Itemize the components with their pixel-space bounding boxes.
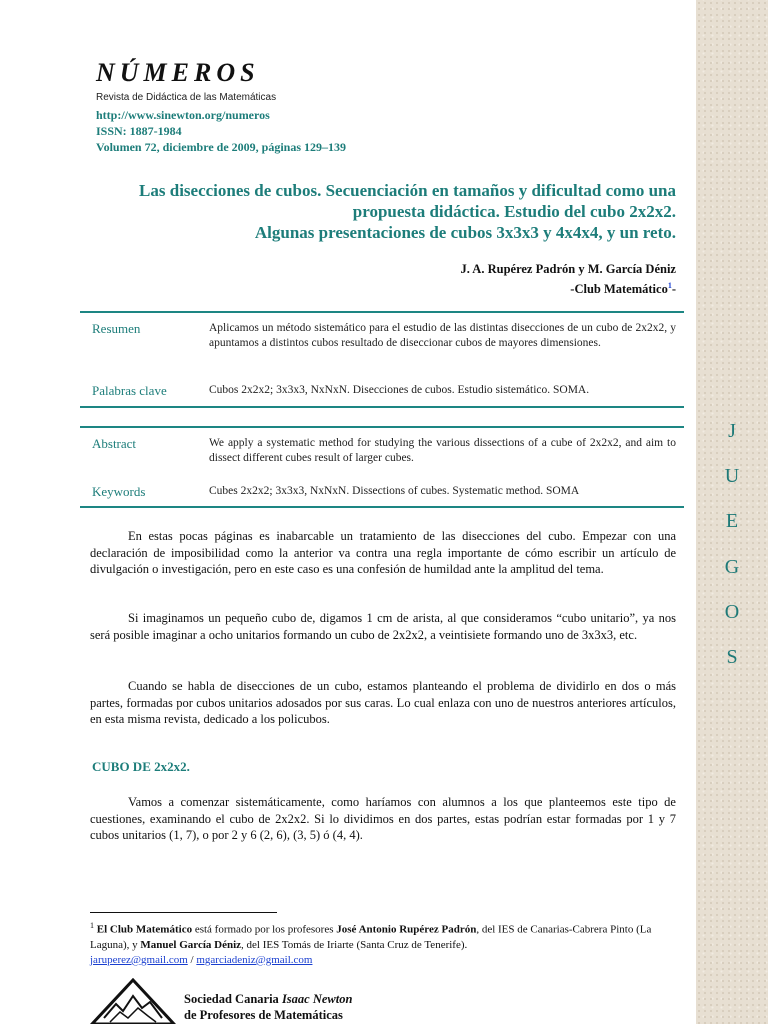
journal-volume: Volumen 72, diciembre de 2009, páginas 129–139	[96, 140, 347, 154]
journal-url[interactable]: http://www.sinewton.org/numeros	[96, 108, 270, 122]
footnote-bold: El Club Matemático	[96, 923, 193, 936]
section-heading: CUBO DE 2x2x2.	[92, 759, 190, 774]
footnote-ref[interactable]: 1	[667, 281, 672, 290]
body-paragraph	[90, 794, 676, 844]
club-name: -Club Matemático	[570, 282, 668, 297]
journal-subtitle: Revista de Didáctica de las Matemáticas	[96, 92, 277, 103]
article-title	[90, 180, 676, 243]
article-authors: J. A. Rupérez Padrón y M. García Déniz	[460, 262, 676, 276]
email-separator: /	[187, 953, 197, 966]
body-paragraph	[90, 678, 676, 728]
divider	[80, 506, 684, 508]
society-text: Sociedad Canaria	[184, 992, 282, 1006]
keywords-label: Keywords	[92, 484, 146, 499]
palabras-clave-text: Cubos 2x2x2; 3x3x3, NxNxN. Disecciones de cubos. Estudio sistemático. SOMA.	[209, 384, 590, 396]
title-line: Las disecciones de cubos. Secuenciación en tamaños y dificultad como una	[139, 181, 676, 200]
divider	[80, 426, 684, 428]
footnote	[90, 918, 676, 968]
author-affiliation	[300, 277, 676, 298]
sidebar-letter: J	[728, 420, 736, 442]
club-end: -	[671, 282, 676, 297]
title-line: propuesta didáctica. Estudio del cubo 2x2x2.	[352, 202, 676, 221]
email-link[interactable]: jaruperez@gmail.com	[90, 953, 188, 966]
paragraph-text: Si imaginamos un pequeño cubo de, digamos 1 cm de arista, al que consideramos “cubo unitario”, ya nos será posible imaginar a ocho unitarios formando un cubo de 2x2x2, a veintisiete formando uno de 3x3x3, etc.	[90, 611, 676, 642]
abstract-label: Abstract	[92, 436, 137, 451]
footnote-divider	[90, 912, 277, 913]
mountain-logo-icon	[90, 978, 176, 1024]
abstract-text: We apply a systematic method for studying the various dissections of a cube of 2x2x2, and aim to dissect different cubes result of larger cubes.	[209, 437, 676, 464]
resumen-text: Aplicamos un método sistemático para el estudio de las distintas disecciones de un cubo de 2x2x2, y apuntamos a distintos cubos resultado de diseccionar cubos de mayores dimensiones.	[209, 322, 676, 349]
society-name	[184, 992, 352, 1007]
footnote-text: , del IES de Canarias-Cabrera Pinto (La Laguna), y	[90, 923, 652, 951]
journal-logo: NÚMEROS	[96, 58, 260, 87]
sidebar-letter: U	[724, 465, 740, 487]
society-italic: Isaac Newton	[281, 992, 353, 1006]
sidebar-letter: S	[726, 646, 738, 668]
footnote-bold: Manuel García Déniz	[140, 938, 242, 951]
divider	[80, 311, 684, 313]
title-line: Algunas presentaciones de cubos 3x3x3 y 4x4x4, y un reto.	[254, 223, 676, 242]
sidebar-letter: E	[725, 510, 739, 532]
paragraph-text: En estas pocas páginas es inabarcable un tratamiento de las disecciones del cubo. Empezar con una declaración de imposibilidad como la anterior va contra una regla importante de cómo escribir un artículo de divulgación o investigación, pero en este caso es una confesión de humildad ante la amplitud del tema.	[90, 529, 676, 577]
body-paragraph	[90, 528, 676, 578]
sidebar-letter: G	[724, 556, 740, 578]
footnote-bold: José Antonio Rupérez Padrón	[336, 923, 477, 936]
journal-issn: ISSN: 1887-1984	[96, 124, 182, 138]
body-paragraph	[90, 610, 676, 643]
sidebar-letter: O	[724, 601, 740, 623]
footnote-text: , del IES Tomás de Iriarte (Santa Cruz de Tenerife).	[241, 938, 468, 951]
footnote-text: está formado por los profesores	[192, 923, 337, 936]
paragraph-text: Vamos a comenzar sistemáticamente, como haríamos con alumnos a los que planteemos este tipo de cuestiones, examinando el cubo de 2x2x2. Si lo dividimos en dos partes, estas podrían estar formadas por 1 y 7 cubos unitarios (1, 7), o por 2 y 6 (2, 6), (3, 5) ó (4, 4).	[90, 795, 676, 843]
keywords-text: Cubes 2x2x2; 3x3x3, NxNxN. Dissections of cubes. Systematic method. SOMA	[209, 485, 580, 497]
footnote-number: 1	[90, 921, 94, 930]
divider	[80, 406, 684, 408]
society-subtitle: de Profesores de Matemáticas	[184, 1008, 343, 1022]
email-link[interactable]: mgarciadeniz@gmail.com	[196, 953, 313, 966]
paragraph-text: Cuando se habla de disecciones de un cubo, estamos planteando el problema de dividirlo en dos o más partes, formadas por cubos unitarios adosados por sus caras. Lo cual enlaza con uno de nuestros anteriores artículos, en esta misma revista, dedicado a los policubos.	[90, 679, 676, 727]
resumen-label: Resumen	[92, 321, 141, 336]
palabras-clave-label: Palabras clave	[92, 383, 167, 398]
